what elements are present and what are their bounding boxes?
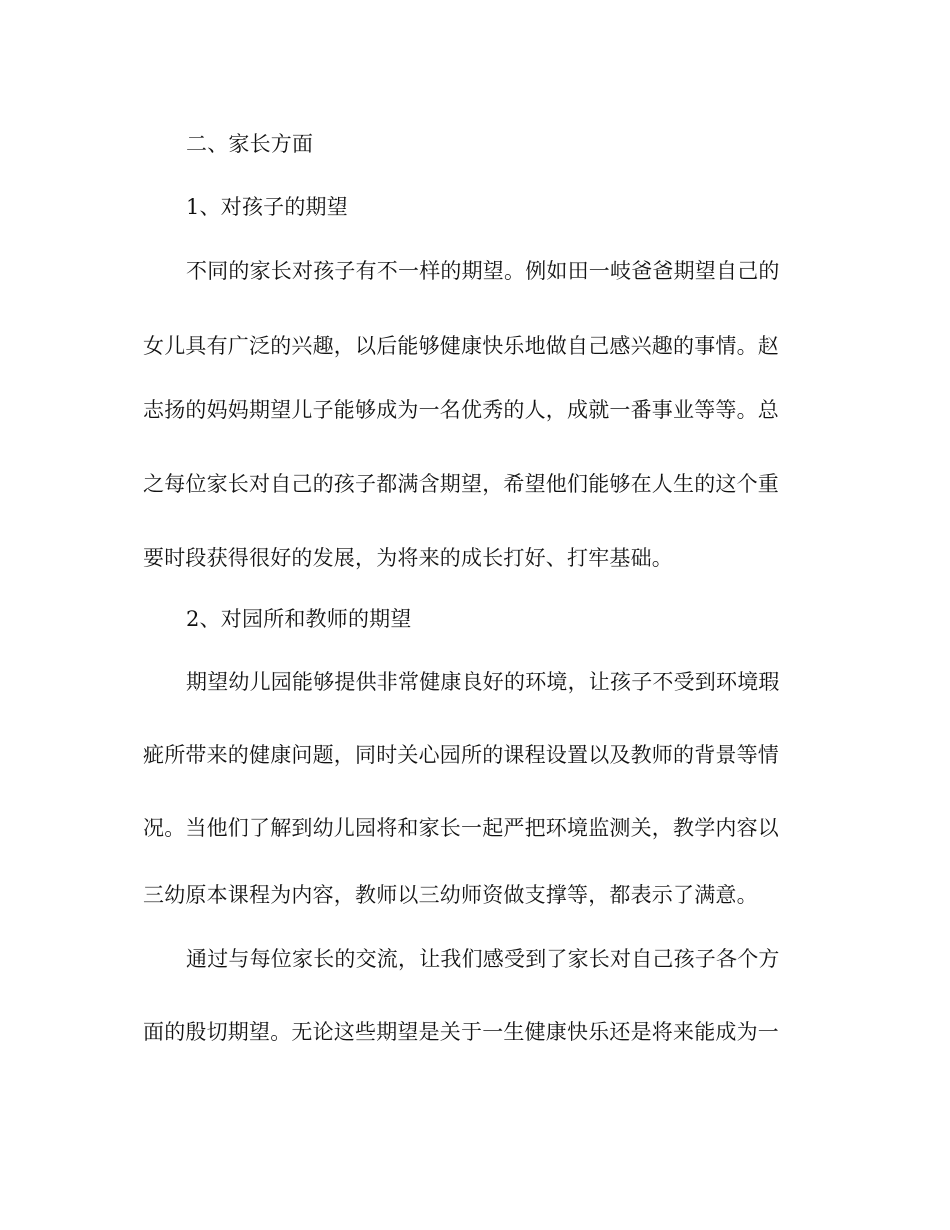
- paragraph-line: 期望幼儿园能够提供非常健康良好的环境，让孩子不受到环境瑕: [186, 670, 780, 694]
- paragraph-line: 女儿具有广泛的兴趣，以后能够健康快乐地做自己感兴趣的事情。赵: [143, 334, 779, 358]
- paragraph-line: 不同的家长对孩子有不一样的期望。例如田一岐爸爸期望自己的: [186, 259, 780, 283]
- paragraph-line: 况。当他们了解到幼儿园将和家长一起严把环境监测关，教学内容以: [143, 816, 779, 840]
- paragraph-line: 疵所带来的健康问题，同时关心园所的课程设置以及教师的背景等情: [143, 743, 779, 767]
- subsection-heading-expectations-for-kindergarten: 2、对园所和教师的期望: [186, 607, 412, 631]
- subsection-heading-expectations-for-children: 1、对孩子的期望: [186, 195, 348, 219]
- section-heading: 二、家长方面: [186, 132, 314, 156]
- paragraph-line: 要时段获得很好的发展，为将来的成长打好、打牢基础。: [143, 546, 673, 570]
- paragraph-line: 志扬的妈妈期望儿子能够成为一名优秀的人，成就一番事业等等。总: [143, 398, 779, 422]
- paragraph-line: 之每位家长对自己的孩子都满含期望，希望他们能够在人生的这个重: [143, 472, 779, 496]
- paragraph-line: 通过与每位家长的交流，让我们感受到了家长对自己孩子各个方: [186, 947, 780, 971]
- paragraph-line: 三幼原本课程为内容，教师以三幼师资做支撑等，都表示了满意。: [143, 883, 758, 907]
- paragraph-line: 面的殷切期望。无论这些期望是关于一生健康快乐还是将来能成为一: [143, 1020, 779, 1044]
